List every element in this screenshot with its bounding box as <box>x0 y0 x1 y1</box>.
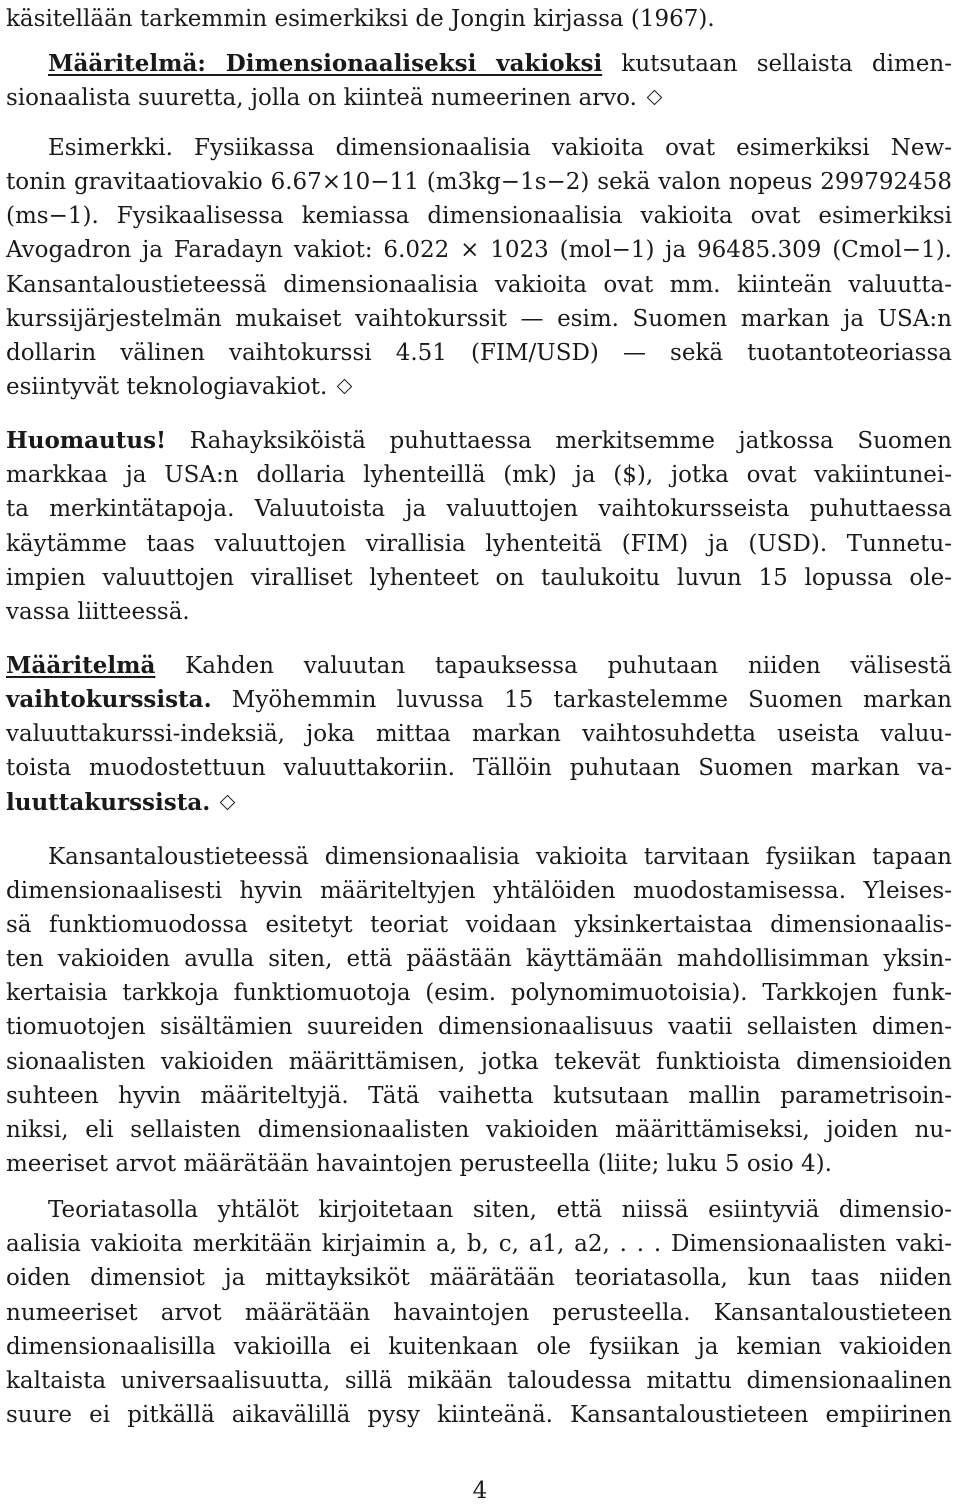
text-line: käytämme taas valuuttojen virallisia lyhenteitä (FIM) ja (USD). Tunnetu- <box>6 531 952 557</box>
text-line: kertaisia tarkkoja funktiomuotoja (esim. polynomimuotoisia). Tarkkojen funk- <box>6 980 952 1006</box>
text-line: kaltaista universaalisuutta, sillä mikään taloudessa mitattu dimensionaalinen <box>6 1368 952 1394</box>
page-number: 4 <box>472 1478 488 1504</box>
remark-heading-line: Huomautus! Rahayksiköistä puhuttaessa merkitsemme jatkossa Suomen <box>6 427 952 454</box>
text-line: suure ei pitkällä aikavälillä pysy kiinteänä. Kansantaloustieteen empiirinen <box>6 1402 952 1428</box>
text-line: sionaalista suuretta, jolla on kiinteä numeerinen arvo. <box>6 81 952 115</box>
text-line: tiomuotojen sisältämien suureiden dimensionaalisuus vaatii sellaisten dimen- <box>6 1014 952 1040</box>
end-diamond-icon <box>647 90 663 106</box>
text-line: dollarin välinen vaihtokurssi 4.51 (FIM/USD) — sekä tuotantoteoriassa <box>6 340 952 366</box>
text-line: ten vakioiden avulla siten, että päästään käyttämään mahdollisimman yksin- <box>6 946 952 972</box>
text-line: toista muodostettuun valuuttakoriin. Tällöin puhutaan Suomen markan va- <box>6 755 952 781</box>
end-diamond-icon <box>337 379 353 395</box>
text-line: käsitellään tarkemmin esimerkiksi de Jongin kirjassa (1967). <box>6 6 715 32</box>
example-line: Esimerkki. Fysiikassa dimensionaalisia vakioita ovat esimerkiksi New- <box>48 135 952 161</box>
text-line: ta merkintätapoja. Valuutoista ja valuuttojen vaihtokursseista puhuttaessa <box>6 496 952 522</box>
text-line: dimensionaalisesti hyvin määriteltyjen yhtälöiden muodostamisessa. Yleises- <box>6 878 952 904</box>
text-line: niksi, eli sellaisten dimensionaalisten vakioiden määrittämiseksi, joiden nu- <box>6 1117 952 1143</box>
text-line: markkaa ja USA:n dollaria lyhenteillä (mk) ja ($), jotka ovat vakiintunei- <box>6 462 952 488</box>
text-line: Avogadron ja Faradayn vakiot: 6.022 × 1023 (mol−1) ja 96485.309 (Cmol−1). <box>6 237 952 263</box>
text-line: meeriset arvot määrätään havaintojen perusteella (liite; luku 5 osio 4). <box>6 1151 832 1177</box>
text-line: aalisia vakioita merkitään kirjaimin a, b, c, a1, a2, . . . Dimensionaalisten vaki- <box>6 1231 952 1257</box>
text-line: esiintyvät teknologiavakiot. <box>6 370 952 404</box>
text-line: sä funktiomuodossa esitetyt teoriat voidaan yksinkertaistaa dimensionaalis- <box>6 912 952 938</box>
text-line: (ms−1). Fysikaalisessa kemiassa dimensionaalisia vakioita ovat esimerkiksi <box>6 203 952 229</box>
text-line: luuttakurssista. <box>6 786 952 820</box>
text-line: vaihtokurssista. Myöhemmin luvussa 15 tarkastelemme Suomen markan <box>6 686 952 713</box>
text-line: valuuttakurssi-indeksiä, joka mittaa markan vaihtosuhdetta useista valuu- <box>6 721 952 747</box>
paragraph-line: Teoriatasolla yhtälöt kirjoitetaan siten, että niissä esiintyviä dimensio- <box>48 1197 952 1223</box>
text-line: impien valuuttojen viralliset lyhenteet on taulukoitu luvun 15 lopussa ole- <box>6 565 952 591</box>
text-line: vassa liitteessä. <box>6 599 190 625</box>
text-line: tonin gravitaatiovakio 6.67×10−11 (m3kg−1s−2) sekä valon nopeus 299792458 <box>6 169 952 195</box>
definition-heading-line: Määritelmä: Dimensionaaliseksi vakioksi kutsutaan sellaista dimen- <box>48 50 953 77</box>
text-line: suhteen hyvin määriteltyjä. Tätä vaihetta kutsutaan mallin parametrisoin- <box>6 1083 952 1109</box>
text-line: oiden dimensiot ja mittayksiköt määrätään teoriatasolla, kun taas niiden <box>6 1265 952 1291</box>
text-line: dimensionaalisilla vakioilla ei kuitenkaan ole fysiikan ja kemian vakioiden <box>6 1334 952 1360</box>
end-diamond-icon <box>220 795 236 811</box>
text-line: Kansantaloustieteessä dimensionaalisia vakioita ovat mm. kiinteän valuutta- <box>6 272 952 298</box>
definition-heading-line: Määritelmä Kahden valuutan tapauksessa puhutaan niiden välisestä <box>6 652 952 679</box>
text-line: sionaalisten vakioiden määrittämisen, jotka tekevät funktioista dimensioiden <box>6 1049 952 1075</box>
text-line: kurssijärjestelmän mukaiset vaihtokurssit — esim. Suomen markan ja USA:n <box>6 306 952 332</box>
text-line: numeeriset arvot määrätään havaintojen perusteella. Kansantaloustieteen <box>6 1300 952 1326</box>
paragraph-line: Kansantaloustieteessä dimensionaalisia vakioita tarvitaan fysiikan tapaan <box>48 844 952 870</box>
